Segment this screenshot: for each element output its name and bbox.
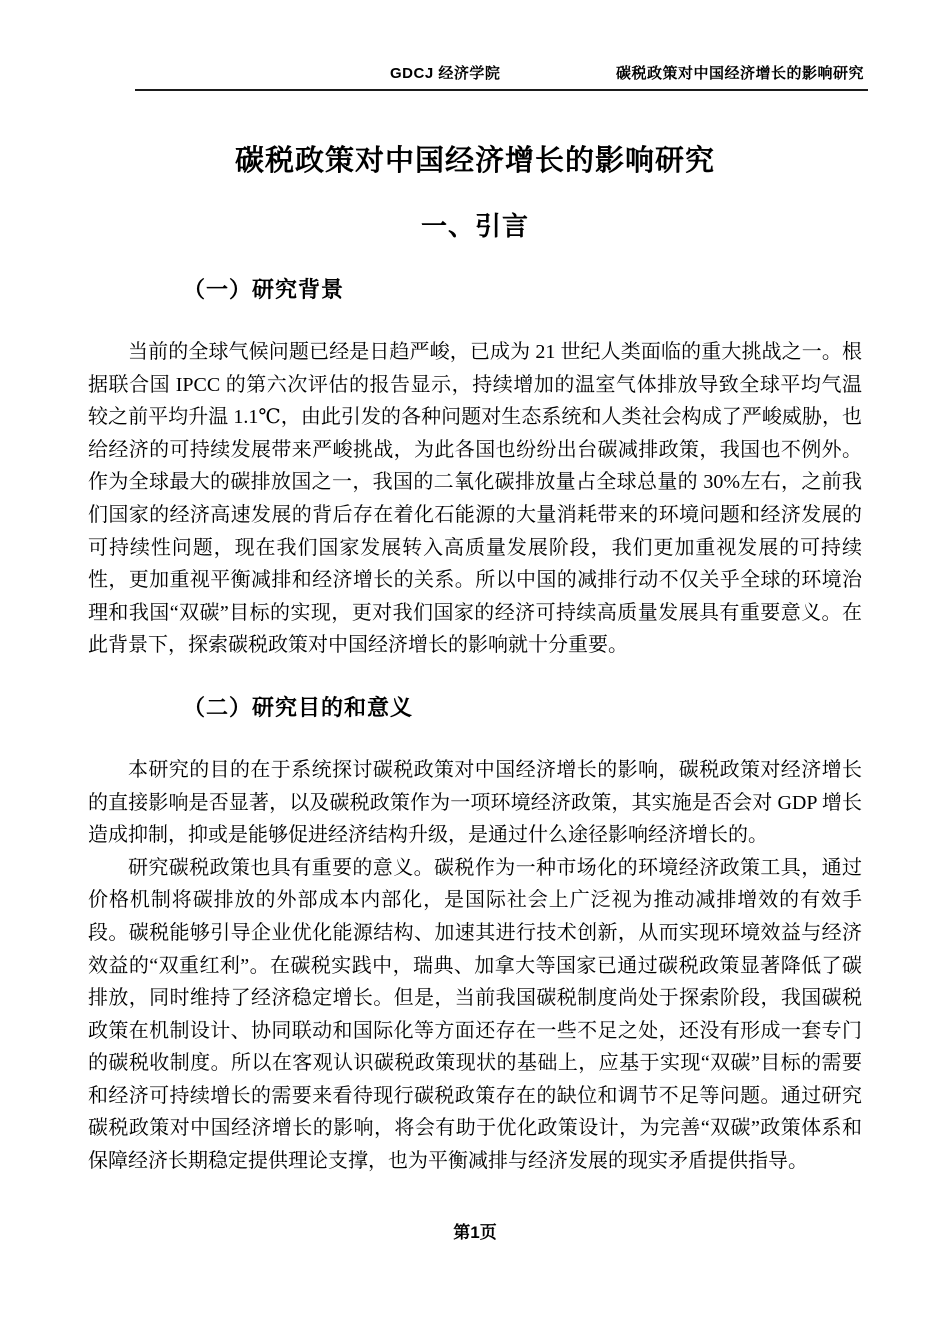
- subsection-heading-research-background: （一）研究背景: [183, 277, 345, 302]
- paragraph-research-purpose: 本研究的目的在于系统探讨碳税政策对中国经济增长的影响，碳税政策对经济增长的直接影响是否显著，以及碳税政策作为一项环境经济政策，其实施是否会对 GDP 增长造成抑制，抑或是能够促进经济结构升级，是通过什么途径影响经济增长的。: [88, 758, 862, 847]
- page-number: 第1页: [453, 1223, 497, 1242]
- document-body: [88, 0, 862, 1178]
- subsection-heading-purpose-significance: （二）研究目的和意义: [183, 694, 414, 720]
- paragraph-research-significance: 研究碳税政策也具有重要的意义。碳税作为一种市场化的环境经济政策工具，通过价格机制将碳排放的外部成本内部化，是国际社会上广泛视为推动减排增效的有效手段。碳税能够引导企业优化能源结构、加速其进行技术创新，从而实现环境效益与经济效益的“双重红利”。在碳税实践中，瑞典、加拿大等国家已通过碳税政策显著降低了碳排放，同时维持了经济稳定增长。但是，当前我国碳税制度尚处于探索阶段，我国碳税政策在机制设计、协同联动和国际化等方面还存在一些不足之处，还没有形成一套专门的碳税收制度。所以在客观认识碳税政策现状的基础上，应基于实现“双碳”目标的需要和经济可持续增长的需要来看待现行碳税政策存在的缺位和调节不足等问题。通过研究碳税政策对中国经济增长的影响，将会有助于优化政策设计，为完善“双碳”政策体系和保障经济长期稳定提供理论支撑，也为平衡减排与经济发展的现实矛盾提供指导。: [88, 856, 862, 1173]
- paragraph-research-background: 当前的全球气候问题已经是日趋严峻，已成为 21 世纪人类面临的重大挑战之一。根据联合国 IPCC 的第六次评估的报告显示，持续增加的温室气体排放导致全球平均气温较之前平均升温 1.1℃，由此引发的各种问题对生态系统和人类社会构成了严峻威胁，也给经济的可持续发展带来严峻挑战，为此各国也纷纷出台碳减排政策，我国也不例外。作为全球最大的碳排放国之一，我国的二氧化碳排放量占全球总量的 30%左右，之前我们国家的经济高速发展的背后存在着化石能源的大量消耗带来的环境问题和经济发展的可持续性问题，现在我们国家发展转入高质量发展阶段，我们更加重视发展的可持续性，更加重视平衡减排和经济增长的关系。所以中国的减排行动不仅关乎全球的环境治理和我国“双碳”目标的实现，更对我们国家的经济可持续高质量发展具有重要意义。在此背景下，探索碳税政策对中国经济增长的影响就十分重要。: [88, 341, 862, 657]
- section-heading-introduction: 一、引言: [420, 212, 529, 241]
- header-institution: GDCJ 经济学院: [390, 65, 501, 82]
- document-title: 碳税政策对中国经济增长的影响研究: [234, 145, 715, 177]
- header-running-title: 碳税政策对中国经济增长的影响研究: [615, 65, 864, 82]
